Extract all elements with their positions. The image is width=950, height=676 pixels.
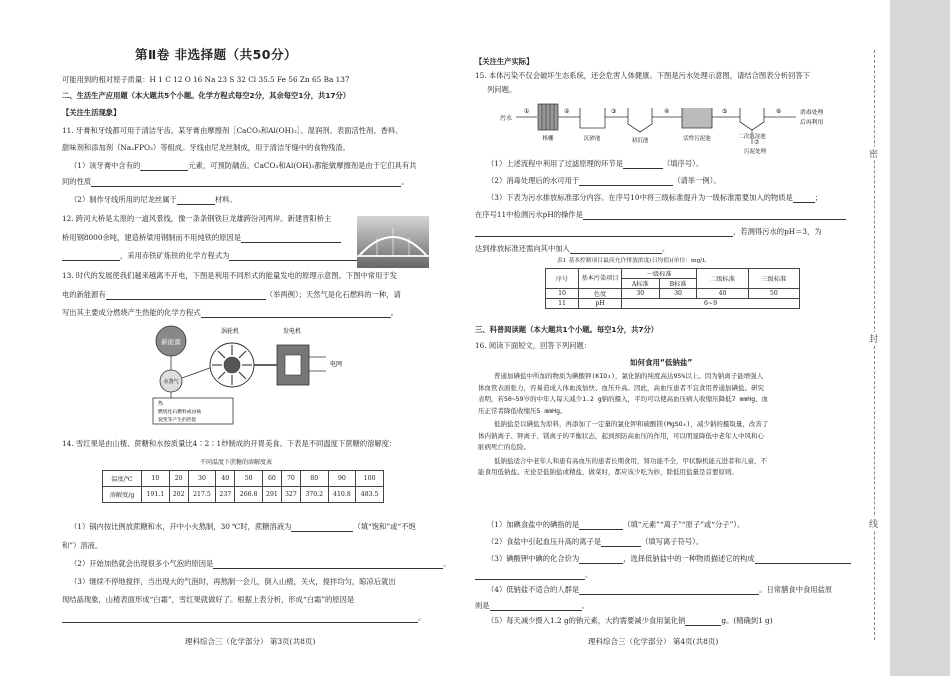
- solubility-cell: 327: [281, 487, 300, 503]
- q12-line-3: [62, 250, 367, 261]
- q15-part2-text-a: （2）消毒处理后的水可用于: [487, 176, 580, 185]
- cell-r10-b: 30: [659, 289, 697, 299]
- q15-part3-text-e: 达到排放标准还需向其中加入: [475, 244, 570, 253]
- q12-blank-1[interactable]: [241, 233, 341, 243]
- gutter-mark-close: 封: [869, 332, 878, 345]
- water-standard-table: [545, 268, 800, 309]
- q12-line-1: 12. 跨河大桥是太原的一道风景线，像一条条钢铁巨龙雄跨汾河两岸。新建晋阳桥主: [62, 214, 332, 223]
- q15-part3-d: [475, 226, 822, 237]
- fuel-note-1: 燃烧化石燃料或由核: [158, 410, 202, 415]
- q15-blank-5[interactable]: [475, 227, 733, 237]
- q16-part4-text-c: 则是: [475, 601, 490, 610]
- step-7: ⑦: [754, 139, 760, 146]
- q12-line-2-text: 桥用钢8000余吨，建造桥梁用钢制而不用纯铁的原因是: [62, 233, 242, 242]
- primary-label: 初沉池: [631, 138, 649, 144]
- activated-label: 活性污泥池: [683, 136, 711, 142]
- steam-label: 水蒸气: [163, 379, 179, 385]
- q16-blank-2[interactable]: [601, 537, 641, 547]
- water-table-header-1: [546, 269, 800, 279]
- q15-part1-text-a: （1）上述流程中利用了过滤原理的环节是: [487, 159, 623, 168]
- q11-stem-2: 甜味剂和添加剂（Na₂FPO₃）等组成。牙线由尼龙丝制成，用于清洁牙缝中的食物残渣。: [62, 143, 350, 152]
- q15-blank-3[interactable]: [793, 193, 815, 203]
- step-6: ⑥: [776, 108, 782, 115]
- q11-part2: [70, 194, 237, 205]
- q14-blank-2[interactable]: [213, 559, 443, 569]
- q16-part1-text-a: （1）加碘食盐中的碘指的是: [487, 520, 580, 529]
- q15-stem-1: 15. 本体污染不仅会破坏生态系统，还会危害人体健康。下图是污水处理示意图，请结合图表分析回答下: [475, 71, 810, 80]
- q16-part3-text-b: ，选择低钠盐中的一种物质描述它的构成: [623, 554, 755, 563]
- q13-blank-1[interactable]: [106, 290, 266, 300]
- q14-part1: [70, 521, 416, 532]
- th-level3: 三级标准: [748, 269, 799, 289]
- part3-heading: 三、科普阅读题（本大题共1个小题。每空1分，共7分）: [475, 325, 659, 334]
- para1-line-2: 体血管表面张力，容易造成人体血流加快、血压升高。因此，高血压患者不宜食用普通加碘盐。研究: [478, 383, 764, 392]
- q16-blank-8[interactable]: [685, 616, 721, 626]
- q14-part2-text: （2）开始加热就会出现很多小气泡的原因是: [70, 559, 214, 568]
- water-table-row-10: [546, 289, 800, 299]
- para1-line-3: 表明，若50~59岁的中年人每天减少1.2 g钠的摄入，平均可以使高血压病人收缩压降低7 mmHg，血: [478, 395, 769, 403]
- th-b: B标准: [659, 279, 697, 289]
- temperature-row-label: 温度/℃: [103, 471, 142, 487]
- q16-blank-1[interactable]: [579, 520, 623, 530]
- q16-part1: [487, 519, 744, 530]
- para2-line-3: 脏病死亡的危险。: [478, 443, 530, 451]
- temperature-cell: 80: [300, 471, 328, 487]
- solubility-table-title: 不同温度下蔗糖的溶解度表: [200, 459, 273, 466]
- q15-part3-a: [487, 192, 822, 203]
- q15-part1: [487, 158, 703, 169]
- primary-tank: [628, 108, 652, 132]
- temperature-cell: 90: [328, 471, 356, 487]
- q13-blank-2[interactable]: [201, 308, 391, 318]
- q11-part1-text-a: （1）该牙膏中含有的: [70, 161, 141, 170]
- q16-part4-cont: 则是 。: [475, 601, 589, 610]
- page-4: [470, 0, 890, 676]
- para3-line-2: 能食用低钠盐。无论是低钠盐或精盐，做菜时，都应该少吃为妙，除低用盐量是首要原则。: [478, 468, 738, 476]
- q11-part1: [70, 160, 416, 171]
- q16-part3-text-a: （3）碘酸钾中碘的化合价为: [487, 554, 580, 563]
- q15-blank-1[interactable]: [623, 159, 663, 169]
- q14-part3-b: 现结晶现象，山楂表面形成“白霜”，雪红果就做好了。根据上表分析，形成“白霜”的原因是: [62, 595, 355, 604]
- reuse-label: 后再利用: [800, 120, 824, 126]
- q11-part2-text-b: 材料。: [214, 195, 237, 204]
- temperature-cell: 70: [281, 471, 300, 487]
- secondary-tank: [740, 108, 764, 130]
- q15-blank-6[interactable]: [570, 244, 662, 254]
- solubility-cell: 291: [262, 487, 281, 503]
- water-table-caption: 表1 基本控制项目最高允许排放浓度(日均值)(单位：mg/L: [557, 258, 707, 264]
- temperature-cell: 20: [169, 471, 188, 487]
- q14-part2: （2）开始加热就会出现很多小气泡的原因是 。: [70, 559, 451, 568]
- th-item: 基本污染项目: [579, 269, 622, 289]
- q11-blank-1[interactable]: [140, 161, 188, 171]
- part2-heading: 二、生活生产应用题（本大题共5个小题。化学方程式每空2分，其余每空1分，共17分）: [62, 91, 351, 100]
- q16-part4: [487, 584, 832, 595]
- tag-life: 【关注生活现象】: [62, 108, 121, 117]
- q16-part3-cont: 。: [475, 569, 592, 580]
- q15-stem-2: 列问题。: [487, 85, 517, 94]
- step-5: ⑤: [722, 108, 728, 115]
- binding-line: [874, 50, 875, 640]
- solubility-row-label: 溶解度/g: [103, 487, 142, 503]
- page-3: [0, 0, 470, 676]
- para1-line-1: 普通加碘盐中所加的物质为碘酸钾(KIO₃)，氯化钠的纯度高达95%以上。因为钠离子能增强人: [494, 372, 764, 380]
- step-3: ③: [611, 108, 617, 115]
- q16-part5-text-b: g。(精确到1 g): [721, 616, 773, 625]
- q16-blank-3[interactable]: [579, 554, 623, 564]
- q12-blank-3[interactable]: [229, 251, 359, 261]
- tag-production: 【关注生产实际】: [475, 57, 534, 66]
- q14-part1-cont: 和”）溶液。: [62, 541, 103, 550]
- article-title: 如何食用“低钠盐”: [630, 358, 693, 367]
- temperature-row: [103, 471, 384, 487]
- temperature-cell: 100: [356, 471, 384, 487]
- sewage-flow-diagram: [500, 100, 860, 155]
- q13-line-3-text: 写出其主要成分燃烧产生热能的化学方程式: [62, 308, 201, 317]
- cell-r10-item: 色度: [579, 289, 622, 299]
- solubility-cell: 483.5: [356, 487, 384, 503]
- heat-label: 热: [158, 401, 164, 407]
- th-a: A标准: [622, 279, 660, 289]
- temperature-cell: 30: [188, 471, 216, 487]
- q14-blank-1[interactable]: [291, 522, 353, 532]
- solubility-cell: 191.1: [142, 487, 170, 503]
- disinfect-label: 消毒处理: [800, 110, 824, 116]
- solubility-cell: 237: [216, 487, 235, 503]
- q13-line-2-text: 电的新能源有: [62, 290, 106, 299]
- q16-part4-text-a: （4）低钠盐不适合的人群是: [487, 585, 580, 594]
- solubility-cell: 217.5: [188, 487, 216, 503]
- q12-blank-2[interactable]: [62, 251, 120, 261]
- cell-r10-l3: 50: [748, 289, 799, 299]
- q13-line-1: 13. 时代的发展使我们越来越离不开电，下图是利用不同形式的能量发电的原理示意图。下图中常用于发: [62, 271, 397, 280]
- cell-r11-no: 11: [546, 299, 579, 309]
- q14-part1-text-b: （填“饱和”或“不饱: [353, 522, 416, 531]
- q14-stem: 14. 雪红果是由山楂、蔗糖和水按质量比4∶2∶1炒制成的开胃美食。下表是不同温度下蔗糖的溶解度：: [62, 439, 397, 448]
- q16-stem: 16. 阅读下面短文，回答下列问题：: [475, 341, 592, 350]
- q16-part5: [487, 615, 773, 626]
- q16-part4-text-b: 。日常膳食中食用盐原: [759, 585, 833, 594]
- th-no: 序号: [546, 269, 579, 289]
- article-body: [478, 371, 768, 479]
- footer-page-4: 理科综合三（化学部分） 第4页(共8页): [588, 637, 719, 646]
- temperature-cell: 40: [216, 471, 235, 487]
- th-level2: 二级标准: [697, 269, 748, 289]
- cell-r11-item: pH: [579, 299, 622, 309]
- solubility-table: [102, 470, 384, 503]
- q16-part2: [487, 536, 703, 547]
- th-level1: 一级标准: [622, 269, 697, 279]
- q16-part5-text-a: （5）每天减少摄入1.2 g的钠元素，大约需要减少食用氯化钠: [487, 616, 686, 625]
- q15-blank-4[interactable]: [583, 210, 846, 220]
- gutter-mark-seal: 密: [869, 147, 878, 160]
- new-energy-label: 新能源: [161, 338, 181, 346]
- q15-part1-text-b: （填序号）。: [663, 159, 704, 168]
- solubility-row: [103, 487, 384, 503]
- power-diagram: [150, 323, 350, 425]
- temperature-cell: 50: [235, 471, 263, 487]
- temperature-cell: 60: [262, 471, 281, 487]
- para2-line-1: 低钠盐是以碘盐为原料，再添加了一定量的氯化钾和硫酸镁(MgSO₄)，减少钠的摄取量，改善了: [494, 420, 769, 428]
- secondary-label: 二次沉淀池: [738, 134, 766, 140]
- atomic-mass-line: 可能用到的相对原子质量：H 1 C 12 O 16 Na 23 S 32 Cl 35.5 Fe 56 Zn 65 Ba 137: [62, 75, 350, 84]
- q11-part1-text-c: 同的性质: [62, 177, 92, 186]
- cell-r11-range: 6~9: [622, 299, 800, 309]
- q14-part3-a: （3）继续不停地搅拌，当出现大的气泡时，再熬制一会儿，倒入山楂，关火，搅拌均匀，晾凉后就出: [70, 577, 396, 586]
- para3-line-1: 低钠盐适合中老年人和患有高血压的患者长期食用，肾功能不全，甲状腺机能亢进者和儿童，不: [494, 456, 767, 465]
- grille-icon: [538, 104, 558, 130]
- q16-part2-text-a: （2）食盐中引起血压升高的离子是: [487, 537, 602, 546]
- q11-part1-cont: 同的性质 。: [62, 177, 409, 186]
- water-table-row-11: [546, 299, 800, 309]
- solubility-cell: 202: [169, 487, 188, 503]
- footer-page-3: 理科综合三（化学部分） 第3页(共8页): [185, 637, 316, 646]
- q11-blank-2[interactable]: [91, 177, 401, 187]
- activated-sludge-tank: [682, 108, 712, 128]
- q11-stem-1: 11. 牙膏和牙线都可用于清洁牙齿。某牙膏由摩擦剂［CaCO₃和Al(OH)₃］、湿润剂、表面活性剂、香料、: [62, 126, 403, 135]
- step-4: ④: [664, 108, 670, 115]
- q16-blank-6[interactable]: [579, 585, 759, 595]
- solubility-cell: 410.8: [328, 487, 356, 503]
- solubility-cell: 370.2: [300, 487, 328, 503]
- fuel-note-2: 裂变等产生的热能: [158, 418, 197, 423]
- step-1: ①: [524, 108, 530, 115]
- cell-r10-a: 30: [622, 289, 660, 299]
- cell-r10-l2: 40: [697, 289, 748, 299]
- sludge-label: 污泥处理: [744, 149, 767, 155]
- grille-label: 格栅: [542, 136, 554, 142]
- q14-blank-3[interactable]: [62, 613, 418, 623]
- q15-part3-text-a: （3）下表为污水排放标准部分内容。在序号10中将三级标准提升为一级标准需要加入的物质是: [487, 193, 793, 202]
- q14-part3-blank-line: 。: [62, 612, 425, 623]
- q13-line-2: [62, 289, 401, 300]
- q15-blank-2[interactable]: [579, 176, 673, 186]
- generator-label: 发电机: [282, 328, 302, 335]
- para2-line-2: 体内钠离子、钾离子、镁离子的平衡状态，起到预防高血压的作用，可以明显降低中老年人中风和心: [478, 431, 764, 440]
- q15-part2-text-b: （请举一例）。: [673, 176, 721, 185]
- q16-blank-5[interactable]: [475, 570, 585, 580]
- q11-blank-3[interactable]: [177, 195, 215, 205]
- turbine-label: 涡轮机: [220, 328, 240, 335]
- q16-part3: [487, 553, 851, 564]
- q13-line-2-text-b: （举两例）；天然气是化石燃料的一种，请: [265, 290, 401, 299]
- binding-gutter: [890, 0, 950, 676]
- bridge-photo: [357, 216, 429, 268]
- solubility-cell: 266.8: [235, 487, 263, 503]
- q16-blank-4[interactable]: [755, 554, 851, 564]
- bridge-arch-icon: [357, 216, 429, 268]
- section-title: 第Ⅱ卷 非选择题（共50分）: [135, 47, 297, 62]
- q11-part1-text-b: 元素，可预防龋齿。CaCO₃和Al(OH)₃都能做摩擦剂是由于它们具有共: [188, 161, 417, 170]
- q15-part3-text-d: ，若测得污水的pH＝3，为: [733, 227, 822, 236]
- q14-part1-text-a: （1）锅内按比例放蔗糖和水，开中小火熬制，30 ℃时，蔗糖溶液为: [70, 522, 292, 531]
- grid-label: 电网: [330, 361, 343, 368]
- q16-part2-text-b: （填写离子符号）。: [641, 537, 704, 546]
- q13-line-3: 写出其主要成分燃烧产生热能的化学方程式 。: [62, 308, 398, 317]
- q12-line-3-text: ，采用赤铁矿炼铁的化学方程式为: [120, 251, 230, 260]
- q15-part3-text-c: 在序号11中检测污水pH的操作是: [475, 210, 583, 219]
- q15-part3-text-b: ；: [814, 193, 823, 202]
- para1-line-4: 压正常者降低收缩压5 mmHg。: [478, 406, 567, 415]
- q11-part2-text: （2）制作牙线所用的尼龙丝属于: [70, 195, 177, 204]
- q12-line-2: [62, 232, 341, 243]
- step-2: ②: [564, 108, 570, 115]
- q15-part3-c: [475, 209, 846, 220]
- grit-label: 沉砂池: [583, 136, 601, 142]
- gutter-mark-line: 线: [869, 517, 878, 530]
- sewage-label: 污水: [500, 115, 513, 122]
- q15-part2: [487, 175, 721, 186]
- q15-part3-e: 达到排放标准还需向其中加入 。: [475, 244, 670, 253]
- temperature-cell: 10: [142, 471, 170, 487]
- grit-chamber: [580, 108, 605, 128]
- cell-r10-no: 10: [546, 289, 579, 299]
- q16-part1-text-b: （填“元素”“离子”“原子”或“分子”）。: [623, 520, 745, 529]
- q16-blank-7[interactable]: [490, 601, 582, 611]
